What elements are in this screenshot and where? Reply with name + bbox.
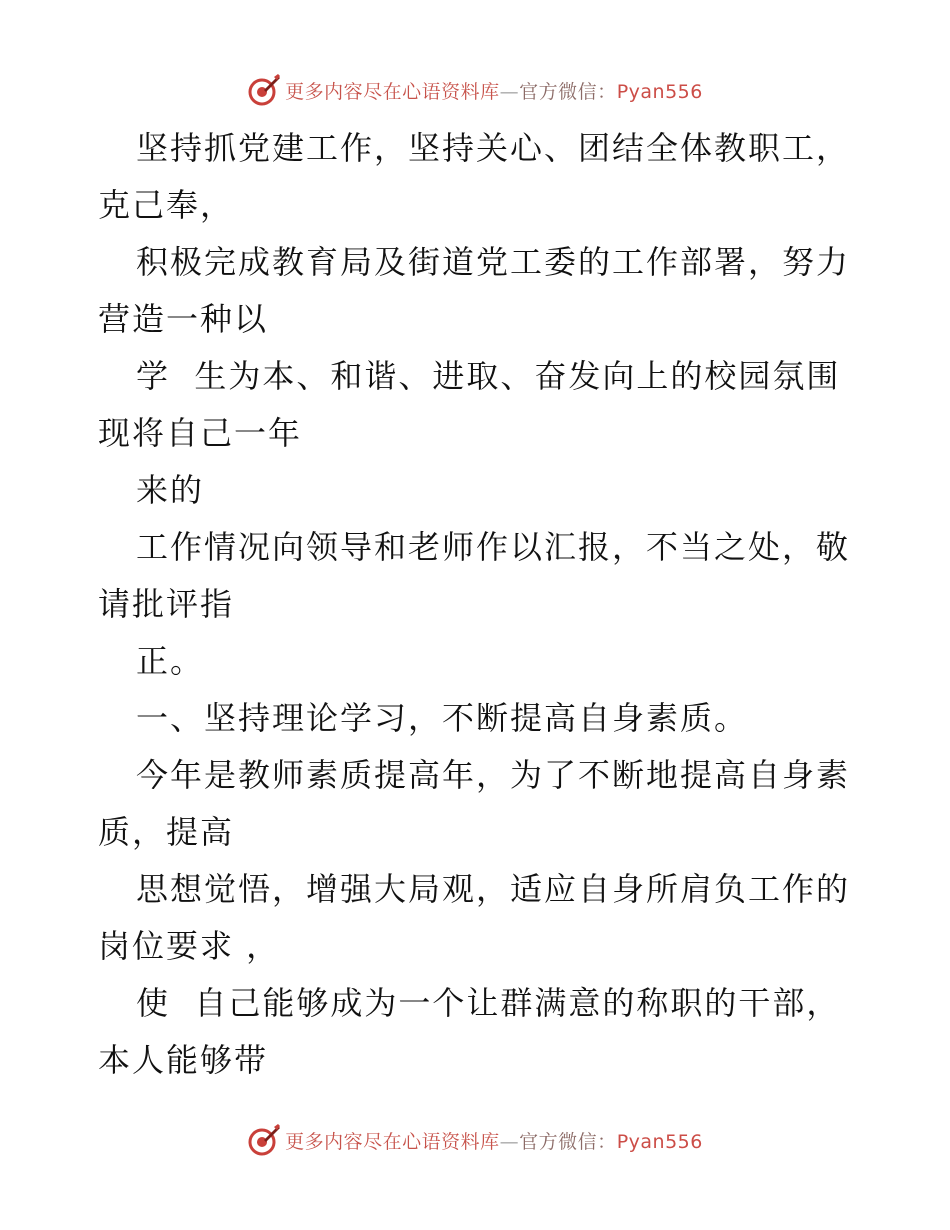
body-text-line: 现将自己一年 (98, 414, 303, 452)
body-text-line: 请批评指 (98, 585, 235, 623)
footer-watermark-banner (0, 1120, 950, 1160)
body-text-line: 工作情况向领导和老师作以汇报，不当之处，敬 (136, 528, 851, 566)
watermark-brand: 更多内容尽在心语资料库 (285, 1130, 500, 1153)
body-text-line: 质，提高 (98, 813, 235, 851)
header-watermark-banner (0, 70, 950, 110)
watermark-wechat-id: Pyan556 (616, 80, 703, 103)
body-text-line: 积极完成教育局及街道党工委的工作部署，努力 (136, 243, 851, 281)
quill-logo-icon (247, 73, 281, 107)
watermark-brand: 更多内容尽在心语资料库 (285, 80, 500, 103)
watermark-official-label: 官方微信： (519, 80, 617, 103)
body-text-line: 正。 (136, 642, 205, 680)
body-text-line: 克己奉， (98, 186, 235, 224)
body-text-line: 坚持抓党建工作，坚持关心、团结全体教职工， (136, 129, 851, 167)
body-text-line: 岗位要求 ， (98, 927, 281, 965)
watermark-dash: — (499, 80, 520, 103)
quill-logo-icon (247, 1123, 281, 1157)
body-text-line: 一、坚持理论学习，不断提高自身素质。 (136, 699, 749, 737)
body-text-line: 营造一种以 (98, 300, 269, 338)
body-text-line: 使 自己能够成为一个让群满意的称职的干部， (136, 984, 841, 1022)
watermark-text (285, 77, 703, 104)
watermark-official-label: 官方微信： (519, 1130, 617, 1153)
body-text-line: 本人能够带 (98, 1041, 269, 1079)
body-text-line: 思想觉悟，增强大局观，适应自身所肩负工作的 (136, 870, 851, 908)
body-text-line: 今年是教师素质提高年，为了不断地提高自身素 (136, 756, 851, 794)
watermark-text (285, 1127, 703, 1154)
document-body (98, 120, 858, 1089)
watermark-wechat-id: Pyan556 (616, 1130, 703, 1153)
body-text-line: 学 生为本、和谐、进取、奋发向上的校园氛围 (136, 357, 841, 395)
body-text-line: 来的 (136, 471, 205, 509)
watermark-dash: — (499, 1130, 520, 1153)
